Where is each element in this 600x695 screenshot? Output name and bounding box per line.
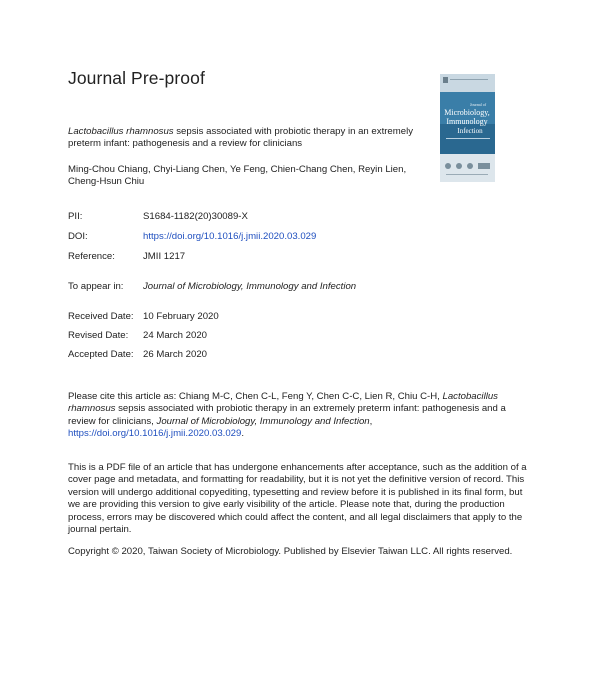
reference-label: Reference: xyxy=(68,251,115,262)
pii-value: S1684-1182(20)30089-X xyxy=(143,211,248,222)
svg-text:Microbiology,: Microbiology, xyxy=(444,108,490,117)
citation-paragraph xyxy=(68,391,536,441)
received-label: Received Date: xyxy=(68,311,134,322)
appear-value: Journal of Microbiology, Immunology and Infection xyxy=(143,281,357,292)
journal-cover-image xyxy=(440,74,495,182)
page-title: Journal Pre-proof xyxy=(68,68,205,88)
reference-value: JMII 1217 xyxy=(143,251,186,262)
svg-text:Journal of: Journal of xyxy=(470,102,487,107)
pii-label: PII: xyxy=(68,211,83,222)
citation-text-1: Please cite this article as: Chiang M-C, Chen C-L, Feng Y, Chen C-C, Lien R, Chiu C-H, xyxy=(68,391,443,402)
appear-label: To appear in: xyxy=(68,281,124,292)
author-list: Ming-Chou Chiang, Chyi-Liang Chen, Ye Feng, Chien-Chang Chen, Reyin Lien, Cheng-Hsun Chiu xyxy=(68,164,407,187)
citation-text-3: , xyxy=(369,415,373,427)
citation-text-2: sepsis associated with probiotic therapy in an extremely preterm infant: pathogenesis and a review for clinicians, xyxy=(68,403,506,427)
doi-link[interactable]: https://doi.org/10.1016/j.jmii.2020.03.029 xyxy=(143,231,317,242)
received-value: 10 February 2020 xyxy=(143,311,219,322)
accepted-value: 26 March 2020 xyxy=(143,349,207,360)
title-organism: Lactobacillus rhamnosus xyxy=(68,126,174,137)
svg-text:Immunology: Immunology xyxy=(446,117,488,126)
article-title xyxy=(68,126,433,150)
citation-journal: Journal of Microbiology, Immunology and Infection xyxy=(156,415,370,427)
citation-doi-link[interactable]: https://doi.org/10.1016/j.jmii.2020.03.029 xyxy=(68,428,242,440)
revised-value: 24 March 2020 xyxy=(143,330,207,341)
journal-cover-graphic xyxy=(440,74,495,182)
citation-organism: Lactobacillus rhamnosus xyxy=(68,391,498,415)
title-rest: sepsis associated with probiotic therapy in an extremely preterm infant: pathogenesis and a review for clinicians xyxy=(68,126,414,149)
notice-paragraph: This is a PDF file of an article that has undergone enhancements after acceptance, such as the addition of a cover page and metadata, and formatting for readability, but it is not yet the definitive version of record. This version will undergo additional copyediting, typesetting and review before it is published in its final form, but we are providing this version to give early visibility of the article. Please note that, during the production process, errors may be discovered which could affect the content, and all legal disclaimers that apply to the journal pertain. xyxy=(68,462,527,536)
revised-label: Revised Date: xyxy=(68,330,129,341)
accepted-label: Accepted Date: xyxy=(68,349,134,360)
citation-end: . xyxy=(241,428,245,440)
svg-text:Infection: Infection xyxy=(457,127,483,135)
doi-label: DOI: xyxy=(68,231,88,242)
copyright-paragraph: Copyright © 2020, Taiwan Society of Microbiology. Published by Elsevier Taiwan LLC. All rights reserved. xyxy=(68,546,513,557)
